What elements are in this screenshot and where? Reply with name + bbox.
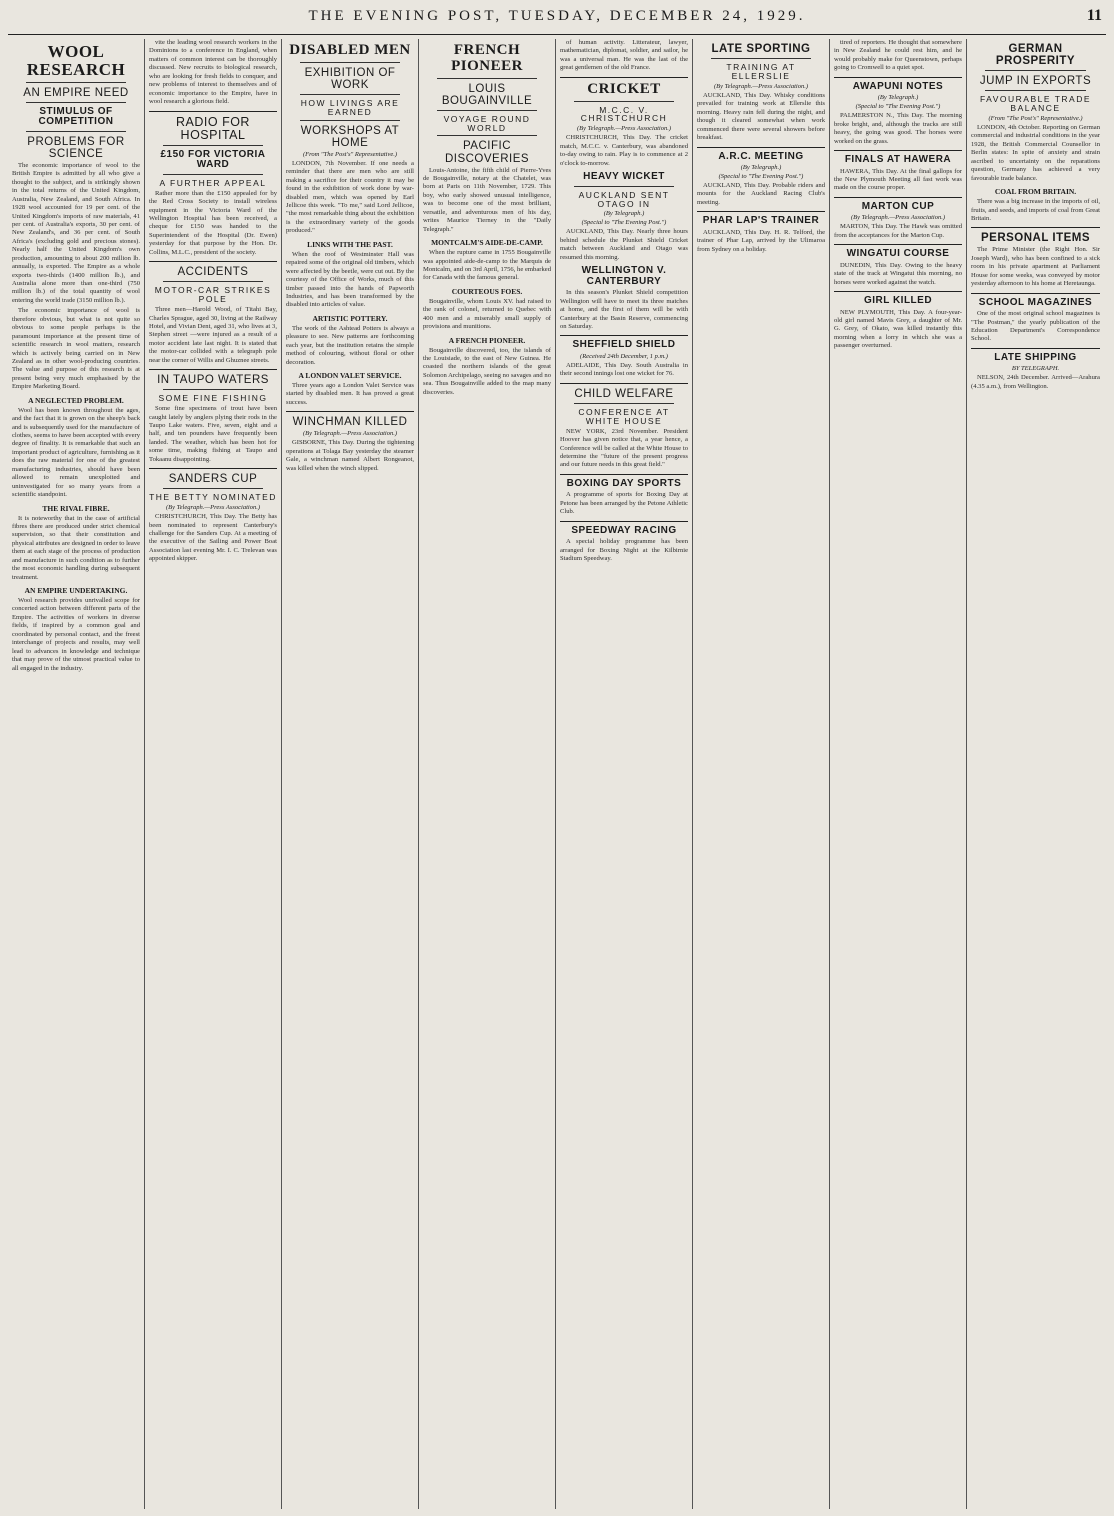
headline: IN TAUPO WATERS [157,374,269,387]
section-subhead: THE RIVAL FIBRE. [42,503,110,513]
byline: (By Telegraph.—Press Association.) [165,504,260,512]
subheadline: £150 FOR VICTORIA WARD [160,148,266,171]
article-paragraph: In this season's Plunket Shield competition Wellington will have to meet its three matches at home, and the first of them will be with Canterbury at the Basin Reserve, commencing on Saturday. [560,289,688,330]
article-paragraph: The work of the Ashtead Potters is always a pleasure to see. New patterns are forthcoming each year, but the institution retains the simple method of colouring, without floral or other decoration. [286,324,414,366]
byline: (By Telegraph.—Press Association.) [576,125,671,133]
headline: A.R.C. MEETING [718,150,804,162]
byline: (By Telegraph.—Press Association.) [713,82,808,90]
headline: BOXING DAY SPORTS [566,477,682,489]
page-number: 11 [1086,7,1102,24]
section-subhead: MONTCALM'S AIDE-DE-CAMP. [431,238,543,248]
article-paragraph: Three men—Harold Wood, of Titahi Bay, Charles Sprague, aged 30, living at the Railway Hotel, and Vivian Dent, aged 31, who lives at 3, Stephen street —were injured as a result of a motor accident late last night. It is stated that the motor-car collided with a telegraph pole near the corner of Willis and Ghuznee streets. [149,306,277,364]
byline: (By Telegraph.—Press Association.) [302,430,397,438]
article-paragraph: Some fine specimens of trout have been caught lately by anglers plying their rods in the Taupo Lake waters. Five, seven, eight and a half, and ten pounders have frequently been landed. The weather, which has been hot for some time, making fishing at Taupo and Tokaanu disappointing. [149,405,277,463]
article-paragraph: A programme of sports for Boxing Day at Petone has been arranged by the Petone Athletic Club. [560,491,688,516]
headline: WINCHMAN KILLED [292,416,408,429]
subheadline: THE BETTY NOMINATED [149,492,277,503]
headline: PHAR LAP'S TRAINER [702,215,820,227]
subheadline: STIMULUS OF COMPETITION [38,105,114,128]
article-paragraph: Bougainville discovered, too, the islands of the Louisiade, to the east of New Guinea. He coasted the northern islands of the great Solomon Archipelago, seeing no savages and no sea. Thus Bougainville added to the map many discoveries. [423,346,551,396]
headline: LATE SHIPPING [994,351,1077,363]
headline: GIRL KILLED [863,295,933,306]
column-4 [419,39,556,1509]
subheadline: JUMP IN EXPORTS [979,75,1092,88]
article-paragraph: LONDON, 7th November. If one needs a reminder that there are men who are still making a sacrifice for their country it may be found in the exhibition of work done by war-disabled men, which was opened by Earl Jellicoe this week. "To me," said Lord Jellicoe, "the most remarkable thing about the exhibition is the extraordinary variety of the goods produced." [286,159,414,235]
article-paragraph: GISBORNE, This Day. During the tightening operations at Tolaga Bay yesterday the steamer Gale, a winchman named Albert Rongeanot, was killed when the winch slipped. [286,439,414,472]
section-subhead: A LONDON VALET SERVICE. [298,371,402,381]
section-subhead: A NEGLECTED PROBLEM. [28,395,124,405]
article-paragraph: When the rupture came in 1755 Bougainville was appointed aide-de-camp to the Marquis de Montcalm, and on 3rd April, 1756, he embarked for Canada with the famous general. [423,249,551,282]
subheadline: HOW LIVINGS ARE EARNED [300,97,400,117]
column-2 [145,39,282,1509]
headline: FINALS AT HAWERA [844,154,952,165]
column-3 [282,39,419,1509]
subheadline: PACIFIC DISCOVERIES [444,140,530,165]
headline: FRENCH PIONEER [451,42,523,74]
article-paragraph: ADELAIDE, This Day. South Australia in their second innings lost one wicket for 76. [560,361,688,378]
article-paragraph: of human activity. Litterateur, lawyer, mathematician, diplomat, soldier, and sailor, he was a universal man. He was the last of the great gentlemen of the old France. [560,39,688,72]
article-paragraph: NEW YORK, 23rd November. President Hoover has given notice that, a year hence, a Conference will be called at the White House to determine the "future of the present progress and our future needs in this great field." [560,427,688,469]
headline: LATE SPORTING [711,43,811,55]
headline: SCHOOL MAGAZINES [978,296,1093,308]
subheadline: MOTOR-CAR STRIKES POLE [154,285,272,305]
subheadline: HEAVY WICKET [583,171,665,183]
article-paragraph: When the roof of Westminster Hall was repaired some of the original old timbers, which were affected by the beetle, were cut out. By the courtesy of the Office of Works, much of this timber passed into the hands of Papworth Industries, and has been transformed by the disabled into articles of value. [286,250,414,309]
headline: AWAPUNI NOTES [852,80,944,92]
article-paragraph: One of the most original school magazines is "The Postman," the yearly publication of the Education Department's Correspondence School. [971,310,1100,343]
headline: CHILD WELFARE [574,387,674,400]
byline: (By Telegraph.) [740,164,782,172]
headline: SPEEDWAY RACING [571,524,677,536]
section-subhead: LINKS WITH THE PAST. [307,239,393,249]
article-paragraph: HAWERA, This Day. At the final gallops for the New Plymouth Meeting all fast work was made on the course proper. [834,167,962,192]
subheadline: FAVOURABLE TRADE BALANCE [979,94,1092,114]
article-paragraph: The economic importance of wool to the British Empire is admitted by all who give a thought to the subject, and is strikingly shown in the total returns of the United Kingdom, Australia, New Zealand, and South Africa. In 1928 wool accounted for 19 per cent. of the United Kingdom's imports of raw materials, 41 per cent. of Australia's exports, 30 per cent. of New Zealand's, and 36 per cent. of South Africa's (excluding gold and precious stones). Nearly half the United Kingdom's own production, amounting to about 200 million lb. annually, is exported. The Empire as a whole exports two-thirds (1400 million lb.), and Australia alone more than one-third (750 million lb.) of the total quantity of wool entering the world trade (3150 million lb.). [12,161,140,304]
byline: (By Telegraph.) [603,210,645,218]
article-paragraph: The Prime Minister (the Right Hon. Sir Joseph Ward), who has been confined to a sick room in his private apartment at Parliament House for some weeks, was conveyed by motor yesterday afternoon to his home at Heretaunga. [971,246,1100,288]
article-paragraph: MARTON, This Day. The Hawk was omitted from the acceptances for the Marton Cup. [834,223,962,239]
section-subhead: A FRENCH PIONEER. [448,335,526,345]
section-subhead: COAL FROM BRITAIN. [994,187,1077,197]
headline: WINGATUI COURSE [846,248,950,260]
headline: PERSONAL ITEMS [980,232,1091,245]
byline: (Special to "The Evening Post.") [718,173,804,181]
article-paragraph: Wool has been known throughout the ages, and the fact that it is grown on the sheep's back and is subsequently used for the manufacture of clothes, seems to have been accepted with every degree of finality. It is remarkable that such an important product of agriculture, furnishing as it does the raw material for one of the greatest manufacturing industries, should have been allowed to remain unexploited and uninvestigated for so many years from a scientific standpoint. [12,406,140,499]
article-paragraph: NEW PLYMOUTH, This Day. A four-year-old girl named Mavis Grey, a daughter of Mr. G. Grey, of Okato, was killed instantly this morning when a lorry in which she was a passenger overturned. [834,308,962,350]
article-paragraph: Three years ago a London Valet Service was started by disabled men. It has proved a great success. [286,382,414,406]
article-paragraph: AUCKLAND, This Day. Probable riders and mounts for the Auckland Racing Club's meeting. [697,182,825,206]
article-paragraph: PALMERSTON N., This Day. The morning broke bright, and, although the tracks are still heavy, the going was good. The horses were worked on the grass. [834,112,962,145]
article-paragraph: AUCKLAND, This Day. H. R. Telford, the trainer of Phar Lap, arrived by the Ulimaroa from Sydney on a holiday. [697,228,825,253]
byline: (From "The Post's" Representative.) [988,115,1083,123]
subheadline: VOYAGE ROUND WORLD [443,113,531,133]
section-subhead: ARTISTIC POTTERY. [312,313,388,323]
article-paragraph: NELSON, 24th December. Arrived—Arahura (4.35 a.m.), from Wellington. [971,374,1100,390]
headline: CRICKET [587,80,661,97]
article-paragraph: Wool research provides unrivalled scope for concerted action between different parts of the Empire. The activities of workers in diverse fields, if inspired by a common goal and coordinated by personal contact, and the freest interchange of projects and results, may well lead to advances in knowledge and technique that may prove of the utmost practical value to all engaged in the industry. [12,597,140,672]
masthead [8,6,1106,35]
column-6 [693,39,830,1509]
section-subhead: COURTEOUS FOES. [451,286,523,296]
subheadline: WELLINGTON V. CANTERBURY [581,265,667,287]
article-paragraph: It is noteworthy that in the case of artificial fibres there are produced under strict chemical supervision, so that their constitution and physical attributes are designed in order to leave them at each stage of the process of production and manufacture in such condition as to further the most economic handling during subsequent treatment. [12,514,140,581]
byline: (By Telegraph.) [877,94,919,102]
article-paragraph: The economic importance of wool is therefore obvious, but what is not quite so obvious to some people perhaps is the paramount importance at the present time of scientific research in wool matters, research which is actively being carried on in New Zealand as in other wool-producing countries. The value and purpose of this research is at present being very much emphasised by the Empire Marketing Board. [12,307,140,391]
article-paragraph: There was a big increase in the imports of oil, fruits, and seeds, and imports of coal from Great Britain. [971,198,1100,222]
article-paragraph: vite the leading wool research workers in the Dominions to a conference in England, when matters of common interest can be thoroughly discussed. New recruits to biological research, who are looking for fresh fields to conquer, and new problems of interest to themselves and of economic importance to the Empire, have in wool research a glorious field. [149,39,277,106]
article-paragraph: CHRISTCHURCH, This Day. The Betty has been nominated to represent Canterbury's challenge for the Sanders Cup. At a meeting of the executive of the Sailing and Power Boat Association last evening Mr. I. C. Trelevan was appointed skipper. [149,513,277,563]
columns [8,39,1106,1509]
headline: SHEFFIELD SHIELD [572,339,676,351]
article-paragraph: Rather more than the £150 appealed for by the Red Cross Society to install wireless equipment in the Victoria Ward of the Wellington Hospital has been received, a cheque for £150 was handed to the Superintendent of the Hospital (Dr. Ewen) yesterday for that purpose by the Hon. Dr. Collins, M.L.C., president of the society. [149,189,277,256]
subheadline: AUCKLAND SENT OTAGO IN [578,189,670,209]
headline: DISABLED MEN [289,42,411,58]
article-paragraph: tired of reporters. He thought that somewhere in New Zealand he could rest him, and he would probably make for Queenstown, perhaps going to Cromwell to a quiet spot. [834,39,962,72]
article-paragraph: Bougainville, whom Louis XV. had raised to the rank of colonel, returned to Quebec with 400 men and a miserably small supply of provisions and munitions. [423,297,551,331]
subheadline: EXHIBITION OF WORK [304,66,396,91]
byline: (By Telegraph.—Press Association.) [850,214,945,222]
byline: (Received 24th December, 1 p.m.) [580,352,668,360]
subheadline: CONFERENCE AT WHITE HOUSE [578,406,670,426]
byline: (From "The Post's" Representative.) [302,150,398,158]
subheadline: TRAINING AT ELLERSLIE [726,62,796,81]
byline: (Special to "The Evening Post.") [581,219,667,227]
headline: RADIO FOR HOSPITAL [176,114,250,142]
headline: SANDERS CUP [168,473,258,486]
article-paragraph: A special holiday programme has been arranged for Boxing Night at the Kilbirnie Stadium Speedway. [560,538,688,563]
subheadline: AN EMPIRE NEED [23,86,129,99]
article-paragraph: DUNEDIN, This Day. Owing to the heavy state of the track at Wingatui this morning, no horses were worked against the watch. [834,261,962,286]
subheadline: M.C.C. V. CHRISTCHURCH [580,104,668,124]
article-paragraph: CHRISTCHURCH, This Day. The cricket match, M.C.C. v. Canterbury, was abandoned to-day owing to rain. Play is to commence at 2 o'clock to-morrow. [560,134,688,167]
byline: (Special to "The Evening Post.") [855,103,941,111]
article-paragraph: AUCKLAND, This Day. Whisky conditions prevailed for training work at Ellerslie this morning. Heavy rain fell during the night, and though it cleared somewhat when work commenced there were several showers before breakfast. [697,91,825,142]
column-7 [830,39,967,1509]
byline: BY TELEGRAPH. [1011,365,1060,373]
subheadline: LOUIS BOUGAINVILLE [441,82,533,107]
section-subhead: AN EMPIRE UNDERTAKING. [24,586,128,595]
subheadline: A FURTHER APPEAL [159,177,267,188]
subheadline: SOME FINE FISHING [158,393,268,404]
headline: GERMAN PROSPERITY [995,43,1076,68]
column-1 [8,39,145,1509]
headline: ACCIDENTS [177,266,249,279]
article-paragraph: Louis-Antoine, the fifth child of Pierre-Yves de Bougainville, notary at the Chatelet, was born at Paris on 11th November, 1729. This boy, who early showed unusual intelligence, was to become one of the most brilliant, versatile, and adventurous men of his day, writes Maurice Tierney in the "Daily Telegraph." [423,166,551,233]
subheadline: PROBLEMS FOR SCIENCE [27,135,125,160]
column-5 [556,39,693,1509]
subheadline: WORKSHOPS AT HOME [300,124,400,149]
headline: WOOL RESEARCH [26,42,126,79]
masthead-title: THE EVENING POST, TUESDAY, DECEMBER 24, 1929. [308,8,806,24]
column-8 [967,39,1104,1509]
article-paragraph: AUCKLAND, This Day. Nearly three hours behind schedule the Plunket Shield Cricket match between Auckland and Otago was resumed this morning. [560,228,688,261]
headline: MARTON CUP [861,200,935,212]
article-paragraph: LONDON, 4th October. Reporting on German commercial and industrial conditions in the year 1928, the British Commercial Counsellor in Berlin states: In spite of anxiety and strain ascribed to uncertainty on the reparations question, Germany has achieved a very favourable trade balance. [971,124,1100,182]
